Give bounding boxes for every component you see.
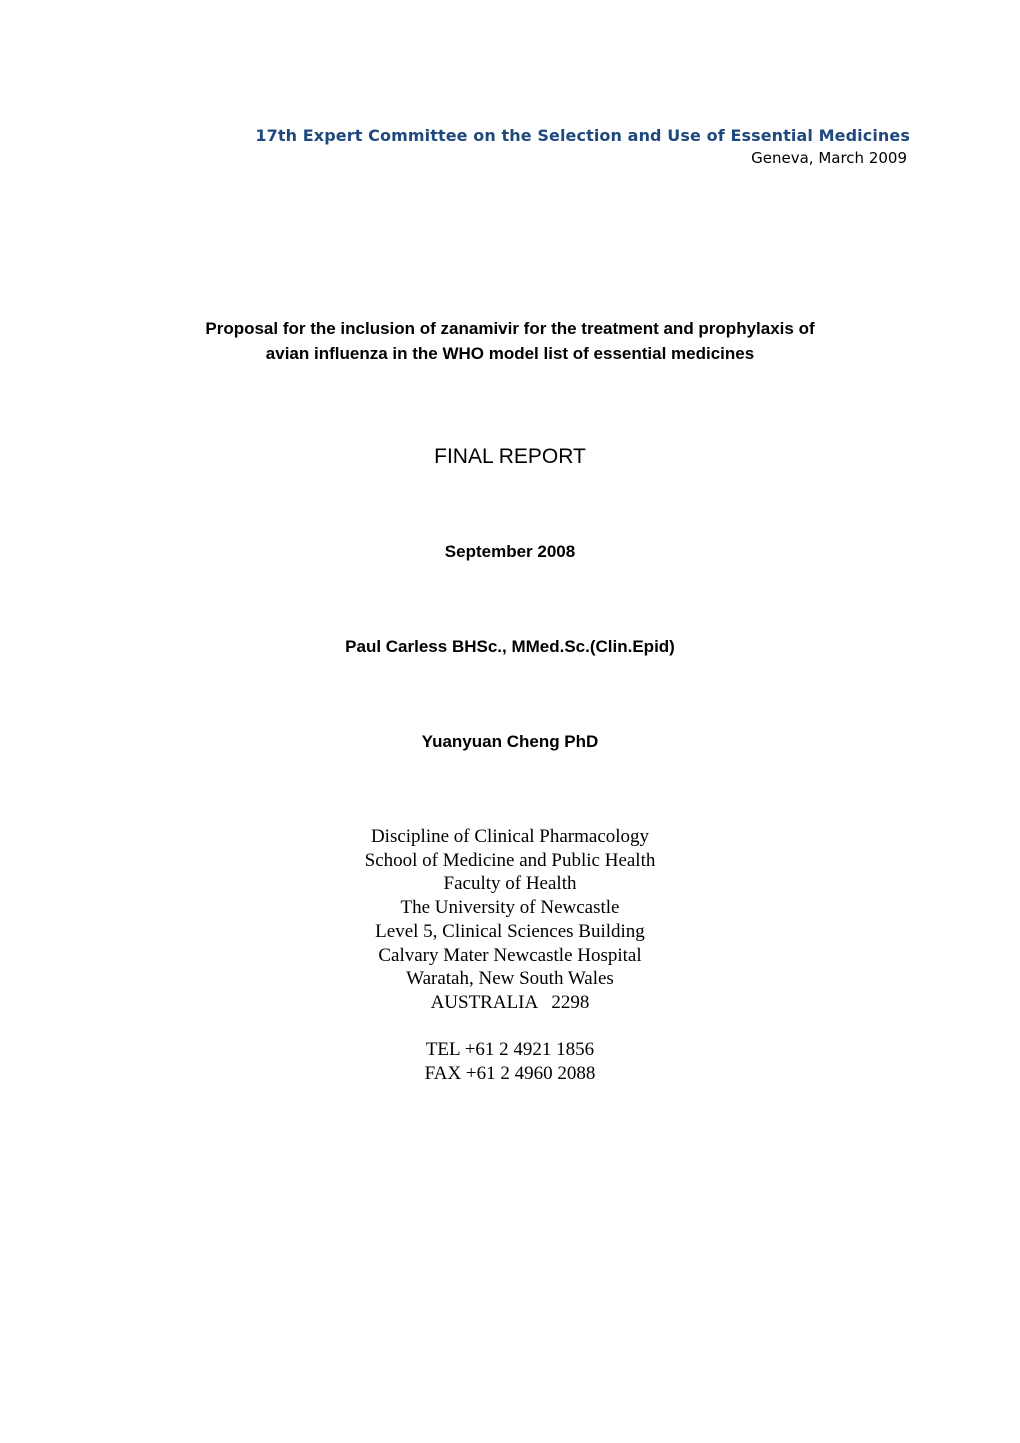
address-line: Discipline of Clinical Pharmacology [370, 826, 650, 847]
report-date: September 2008 [444, 542, 576, 561]
proposal-title-line-2: avian influenza in the WHO model list of essential medicines [265, 344, 755, 363]
address-line: The University of Newcastle [400, 897, 620, 919]
location-date: Geneva, March 2009 [751, 149, 907, 167]
contact-block [0, 1038, 1020, 1085]
telephone: TEL +61 2 4921 1856 [425, 1039, 595, 1060]
address-line: Waratah, New South Wales [406, 968, 614, 990]
report-type: FINAL REPORT [434, 445, 586, 468]
fax: FAX +61 2 4960 2088 [424, 1062, 596, 1084]
document-header [255, 125, 910, 169]
address-line: AUSTRALIA 2298 [430, 991, 590, 1013]
address-line: School of Medicine and Public Health [364, 849, 656, 871]
committee-title: 17th Expert Committee on the Selection and Use of Essential Medicines [255, 126, 910, 145]
address-block [0, 825, 1020, 1015]
proposal-title-line-1: Proposal for the inclusion of zanamivir for the treatment and prophylaxis of [205, 319, 815, 338]
author-1: Paul Carless BHSc., MMed.Sc.(Clin.Epid) [345, 637, 675, 656]
address-line: Calvary Mater Newcastle Hospital [378, 944, 642, 966]
address-line: Faculty of Health [443, 873, 577, 895]
proposal-title [0, 316, 1020, 366]
author-2: Yuanyuan Cheng PhD [421, 732, 599, 751]
address-line: Level 5, Clinical Sciences Building [375, 920, 645, 942]
